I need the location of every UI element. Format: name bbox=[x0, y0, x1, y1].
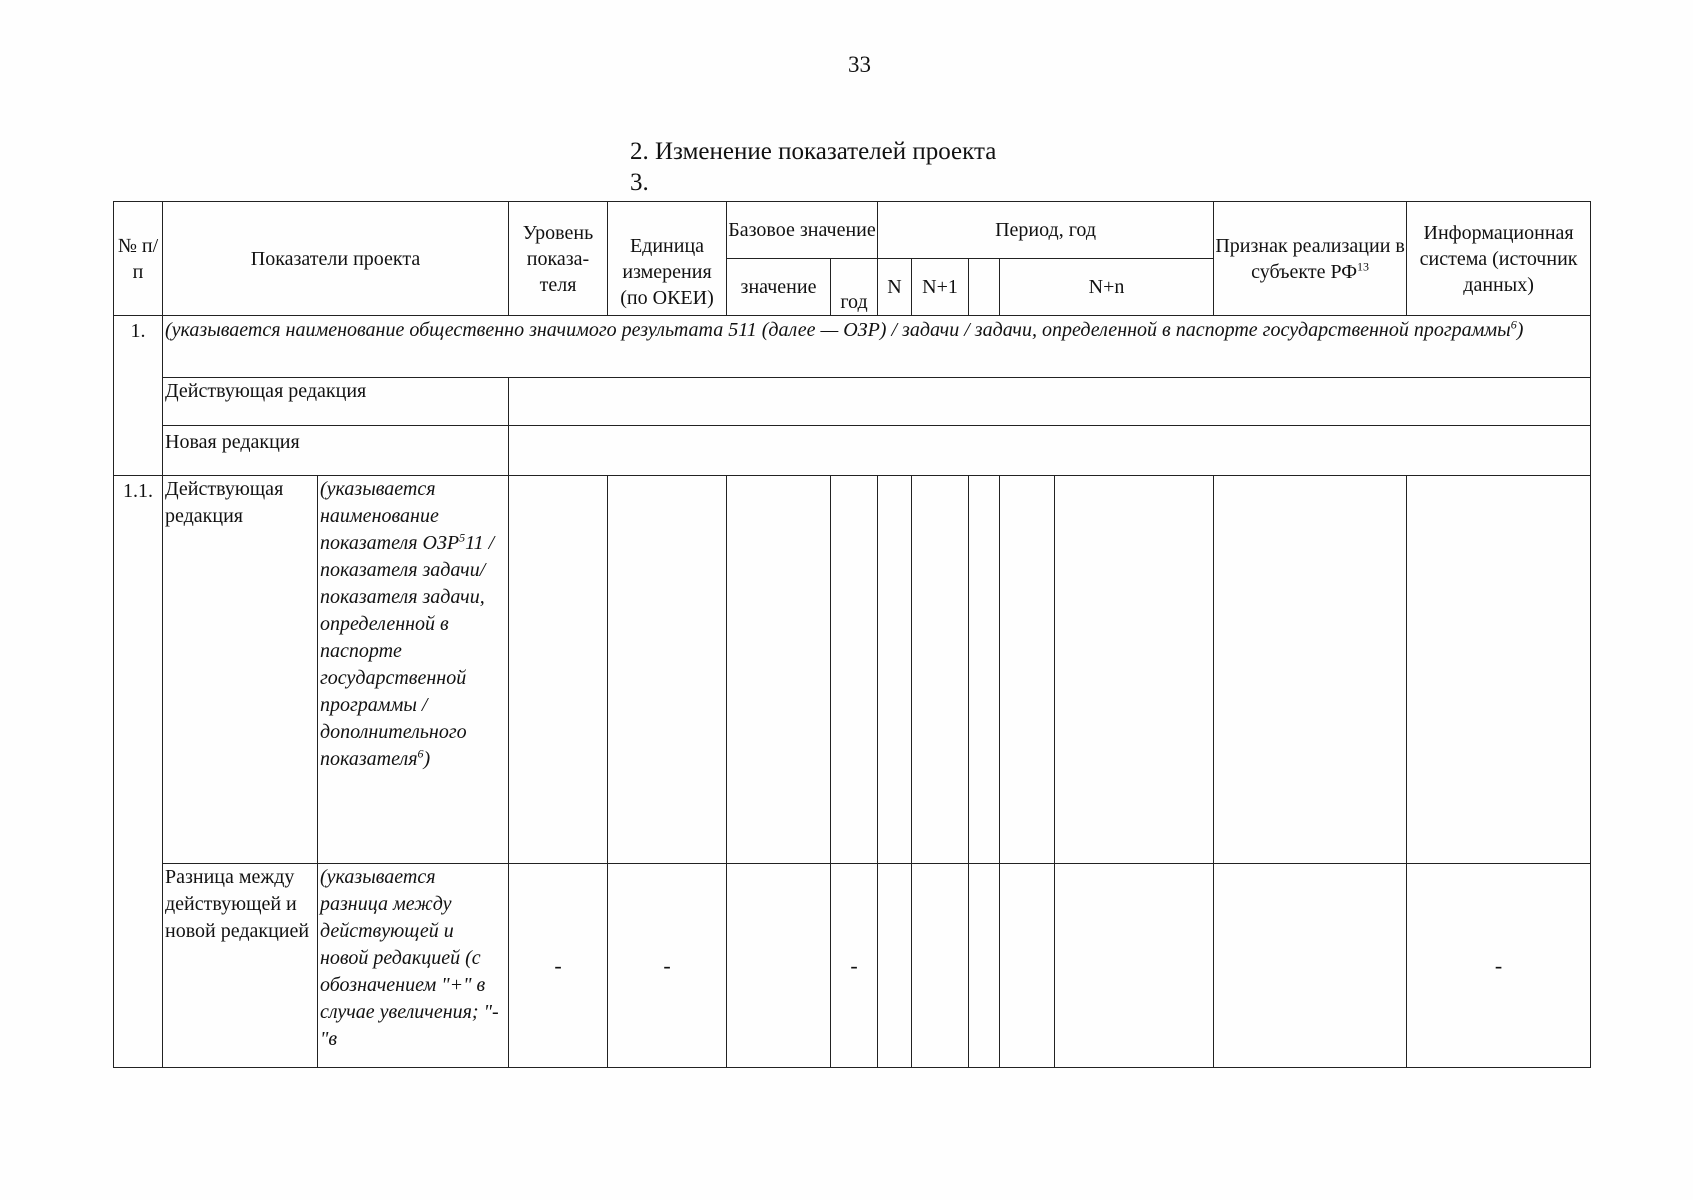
header-base-value: значение bbox=[727, 259, 831, 316]
section-description-close: ) bbox=[1516, 319, 1524, 341]
cell-info bbox=[1214, 476, 1407, 864]
cell-sign bbox=[1055, 476, 1214, 864]
header-sign bbox=[1214, 202, 1407, 316]
cell-period-n bbox=[878, 476, 912, 864]
section-number: 1. bbox=[114, 316, 163, 476]
header-period-n1: N+1 bbox=[912, 259, 969, 316]
diff-cell-base-value bbox=[727, 864, 831, 1068]
cell-period-nn bbox=[1000, 476, 1055, 864]
header-period: Период, год bbox=[878, 202, 1214, 259]
row-current-description bbox=[318, 476, 509, 864]
header-sign-footnote: 13 bbox=[1357, 258, 1370, 273]
header-period-empty bbox=[969, 259, 1000, 316]
section-title bbox=[630, 136, 996, 198]
section-current-label: Действующая редакция bbox=[163, 378, 509, 426]
cell-period-empty bbox=[969, 476, 1000, 864]
cell-unit bbox=[608, 476, 727, 864]
header-num: № п/п bbox=[114, 202, 163, 316]
page-number: 33 bbox=[848, 52, 871, 77]
header-base: Базовое значение bbox=[727, 202, 878, 259]
cell-base-year bbox=[831, 476, 878, 864]
cell-level bbox=[509, 476, 608, 864]
header-period-n: N bbox=[878, 259, 912, 316]
diff-dash-base-year: - bbox=[831, 864, 878, 1068]
diff-cell-info bbox=[1214, 864, 1407, 1068]
header-info: Информационная система (источник данных) bbox=[1407, 202, 1591, 316]
header-sign-text: Признак реализации в субъекте РФ bbox=[1215, 234, 1405, 283]
diff-dash-level: - bbox=[509, 864, 608, 1068]
row-diff-label: Разница между действующей и новой редакцией bbox=[163, 864, 318, 1068]
row-current-label: Действующая редакция bbox=[163, 476, 318, 864]
diff-cell-sign bbox=[1055, 864, 1214, 1068]
section-description-text: (указывается наименование общественно значимого результата 511 (далее — ОЗР) / задачи / задачи, определенной в паспорте государственной программы bbox=[165, 319, 1511, 341]
header-period-nn: N+n bbox=[1000, 259, 1214, 316]
title-line-1: 2. Изменение показателей проекта bbox=[630, 138, 997, 165]
row-current-close: ) bbox=[423, 748, 431, 770]
title-line-2: 3. bbox=[630, 169, 649, 196]
section-new-value bbox=[509, 426, 1591, 476]
row-current-footnote-b: 6 bbox=[417, 746, 424, 761]
section-footnote: 6 bbox=[1510, 317, 1517, 332]
row-current-footnote-a: 5 bbox=[459, 530, 466, 545]
diff-cell-period-n bbox=[878, 864, 912, 1068]
diff-dash-unit: - bbox=[608, 864, 727, 1068]
section-current-value bbox=[509, 378, 1591, 426]
cell-period-n1 bbox=[912, 476, 969, 864]
header-level: Уровень показа-теля bbox=[509, 202, 608, 316]
diff-cell-period-empty bbox=[969, 864, 1000, 1068]
row-number: 1.1. bbox=[114, 476, 163, 1068]
section-new-label: Новая редакция bbox=[163, 426, 509, 476]
section-description bbox=[163, 316, 1591, 378]
diff-cell-period-n1 bbox=[912, 864, 969, 1068]
cell-base-value bbox=[727, 476, 831, 864]
indicators-table bbox=[113, 201, 1591, 1068]
header-unit: Единица измерения (по ОКЕИ) bbox=[608, 202, 727, 316]
header-indicators: Показатели проекта bbox=[163, 202, 509, 316]
diff-dash-link: - bbox=[1407, 864, 1591, 1068]
diff-cell-period-nn bbox=[1000, 864, 1055, 1068]
row-current-text-a: (указывается наименование показателя ОЗР bbox=[320, 478, 460, 554]
cell-link bbox=[1407, 476, 1591, 864]
header-base-year: год bbox=[831, 259, 878, 316]
row-diff-description: (указывается разница между действующей и новой редакцией (с обозначением "+" в случае увеличения; "-"в bbox=[318, 864, 509, 1068]
row-current-text-b: 11 / показателя задачи/ показателя задачи, определенной в паспорте государственной программы / дополнительного показателя bbox=[320, 532, 495, 770]
